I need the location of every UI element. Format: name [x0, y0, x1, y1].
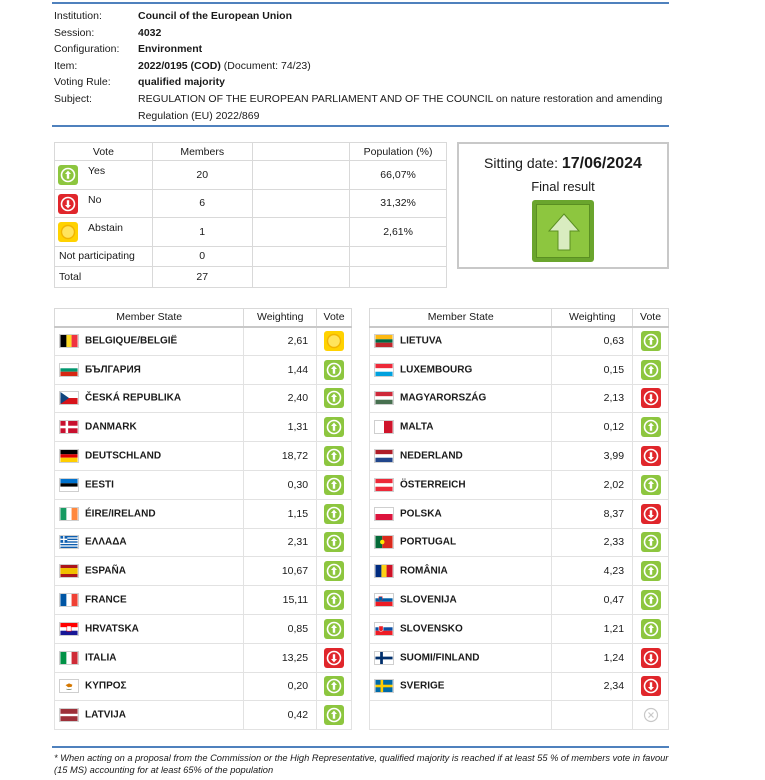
member-state-weighting: 18,72 — [244, 442, 317, 471]
member-state-vote — [633, 643, 669, 672]
member-state-row — [55, 643, 352, 672]
member-state-vote — [633, 413, 669, 442]
member-state-name: ČESKÁ REPUBLIKA — [85, 393, 182, 405]
member-state-vote — [317, 413, 352, 442]
member-state-row — [370, 643, 669, 672]
member-state-vote — [317, 586, 352, 615]
summary-row — [55, 267, 447, 288]
member-state-weighting: 2,61 — [244, 327, 317, 356]
yes-icon — [324, 475, 344, 495]
member-state-weighting: 4,23 — [552, 557, 633, 586]
estonia-flag-icon — [59, 480, 85, 491]
vote-summary-table — [54, 142, 447, 288]
footnote: * When acting on a proposal from the Commission or the High Representative, qualified majority is reached if at least 55 % of members vote in favour (15 MS) accounting for at least 65% of the population — [54, 753, 669, 775]
yes-icon — [641, 590, 661, 610]
member-state-vote — [317, 557, 352, 586]
footnote-rule — [52, 746, 669, 748]
member-state-weighting: 2,02 — [552, 470, 633, 499]
member-state-name: HRVATSKA — [85, 623, 139, 635]
summary-population-value: 2,61% — [350, 218, 447, 247]
member-state-weighting: 15,11 — [244, 586, 317, 615]
member-state-name: BELGIQUE/BELGIË — [85, 335, 178, 347]
member-state-vote — [633, 614, 669, 643]
yes-icon — [641, 417, 661, 437]
member-state-row — [55, 413, 352, 442]
sweden-flag-icon — [374, 681, 400, 692]
member-state-cell — [370, 586, 552, 615]
member-state-weighting: 2,40 — [244, 384, 317, 413]
germany-flag-icon — [59, 451, 85, 462]
yes-icon — [641, 532, 661, 552]
member-state-vote — [317, 614, 352, 643]
member-state-cell — [55, 701, 244, 730]
member-state-row — [55, 470, 352, 499]
member-state-row — [370, 470, 669, 499]
malta-flag-icon — [374, 422, 400, 433]
netherlands-flag-icon — [374, 451, 400, 462]
member-state-cell — [55, 643, 244, 672]
member-state-cell — [370, 355, 552, 384]
yes-icon — [324, 676, 344, 696]
spain-flag-icon — [59, 566, 85, 577]
member-state-cell — [370, 672, 552, 701]
yes-icon — [641, 331, 661, 351]
member-state-weighting: 2,34 — [552, 672, 633, 701]
item-key: Item: — [54, 59, 78, 72]
member-state-name: SLOVENSKO — [400, 623, 463, 635]
member-state-cell — [55, 470, 244, 499]
member-state-cell — [370, 643, 552, 672]
hungary-flag-icon — [374, 393, 400, 404]
austria-flag-icon — [374, 480, 400, 491]
member-state-name: SUOMI/FINLAND — [400, 652, 480, 664]
member-state-weighting: 10,67 — [244, 557, 317, 586]
lithuania-flag-icon — [374, 336, 400, 347]
member-state-vote — [633, 442, 669, 471]
top-rule — [52, 2, 669, 4]
member-state-name: POLSKA — [400, 508, 442, 520]
member-state-weighting: 1,44 — [244, 355, 317, 384]
italy-flag-icon — [59, 652, 85, 663]
member-state-name: БЪЛГАРИЯ — [85, 364, 141, 376]
summary-members-value: 6 — [152, 189, 252, 218]
member-state-row — [370, 442, 669, 471]
no-icon — [641, 504, 661, 524]
item-code: 2022/0195 (COD) — [138, 59, 221, 72]
member-state-vote — [317, 528, 352, 557]
right-header-state: Member State — [370, 309, 552, 327]
member-state-weighting: 3,99 — [552, 442, 633, 471]
member-state-vote — [633, 355, 669, 384]
member-state-weighting: 0,42 — [244, 701, 317, 730]
session-value: 4032 — [138, 26, 162, 39]
member-state-cell — [370, 557, 552, 586]
slovenia-flag-icon — [374, 595, 400, 606]
romania-flag-icon — [374, 566, 400, 577]
configuration-key: Configuration: — [54, 43, 120, 56]
member-state-name: DANMARK — [85, 421, 137, 433]
member-state-weighting: 0,12 — [552, 413, 633, 442]
member-state-cell — [55, 528, 244, 557]
summary-members-value: 27 — [152, 267, 252, 288]
left-header-weighting: Weighting — [244, 309, 317, 327]
member-state-cell — [55, 672, 244, 701]
member-state-cell — [55, 413, 244, 442]
member-state-cell — [370, 442, 552, 471]
belgium-flag-icon — [59, 336, 85, 347]
member-state-vote — [317, 470, 352, 499]
member-state-row — [55, 355, 352, 384]
summary-header-vote: Vote — [55, 143, 153, 161]
denmark-flag-icon — [59, 422, 85, 433]
member-state-cell — [370, 499, 552, 528]
abstain-icon — [58, 222, 78, 242]
member-state-name: ÉIRE/IRELAND — [85, 508, 156, 520]
configuration-value: Environment — [138, 43, 203, 56]
member-state-vote — [633, 499, 669, 528]
yes-icon — [324, 619, 344, 639]
member-state-name: PORTUGAL — [400, 537, 457, 549]
big-yes-arrow-icon — [532, 200, 594, 262]
member-state-weighting: 2,13 — [552, 384, 633, 413]
right-header-weighting: Weighting — [552, 309, 633, 327]
member-state-cell — [370, 384, 552, 413]
summary-members-value: 1 — [152, 218, 252, 247]
member-state-cell — [55, 586, 244, 615]
member-state-weighting — [552, 701, 633, 730]
member-state-cell — [55, 327, 244, 356]
member-state-vote — [317, 499, 352, 528]
member-state-cell — [55, 355, 244, 384]
member-state-name: LUXEMBOURG — [400, 364, 473, 376]
member-state-name: NEDERLAND — [400, 450, 463, 462]
no-icon — [641, 648, 661, 668]
member-state-cell — [370, 413, 552, 442]
summary-population-value — [350, 246, 447, 267]
member-state-name: ESPAÑA — [85, 565, 126, 577]
member-state-weighting: 1,31 — [244, 413, 317, 442]
summary-blank-cell — [252, 218, 350, 247]
sitting-date-value: 17/06/2024 — [561, 155, 642, 172]
member-state-row — [55, 442, 352, 471]
member-state-row — [370, 384, 669, 413]
member-state-vote — [317, 442, 352, 471]
member-state-cell — [370, 327, 552, 356]
member-state-weighting: 0,30 — [244, 470, 317, 499]
summary-vote-label: Total — [59, 270, 82, 283]
member-state-name: MALTA — [400, 421, 434, 433]
summary-header-members: Members — [152, 143, 252, 161]
yes-icon — [324, 446, 344, 466]
no-icon — [324, 648, 344, 668]
summary-header-blank — [252, 143, 350, 161]
member-state-cell — [55, 384, 244, 413]
yes-icon — [641, 475, 661, 495]
member-state-cell — [55, 614, 244, 643]
left-header-state: Member State — [55, 309, 244, 327]
member-state-vote — [317, 643, 352, 672]
member-state-row — [55, 384, 352, 413]
member-state-row — [370, 672, 669, 701]
yes-icon — [641, 619, 661, 639]
cyprus-flag-icon — [59, 681, 85, 692]
member-state-vote — [633, 672, 669, 701]
summary-population-value — [350, 267, 447, 288]
czech-flag-icon — [59, 393, 85, 404]
institution-key: Institution: — [54, 10, 102, 22]
member-state-weighting: 8,37 — [552, 499, 633, 528]
member-state-vote — [633, 327, 669, 356]
member-state-weighting: 2,31 — [244, 528, 317, 557]
yes-icon — [324, 532, 344, 552]
yes-icon — [324, 504, 344, 524]
member-state-cell — [55, 557, 244, 586]
member-state-vote — [633, 384, 669, 413]
member-state-row — [55, 701, 352, 730]
subject-key: Subject: — [54, 92, 92, 105]
member-state-name: ΕΛΛΑΔΑ — [85, 537, 127, 549]
croatia-flag-icon — [59, 624, 85, 635]
member-state-cell — [55, 442, 244, 471]
member-state-weighting: 0,15 — [552, 355, 633, 384]
voting-rule-key: Voting Rule: — [54, 76, 111, 89]
member-state-vote — [317, 672, 352, 701]
final-result-label: Final result — [531, 179, 595, 194]
no-icon — [641, 676, 661, 696]
poland-flag-icon — [374, 508, 400, 519]
member-state-row — [55, 499, 352, 528]
yes-icon — [641, 360, 661, 380]
yes-icon — [58, 165, 78, 185]
yes-icon — [324, 561, 344, 581]
summary-blank-cell — [252, 161, 350, 190]
member-state-name: FRANCE — [85, 594, 127, 606]
member-state-row — [55, 528, 352, 557]
member-states-table-left — [54, 308, 352, 730]
institution-value: Council of the European Union — [138, 10, 292, 22]
member-state-cell — [370, 470, 552, 499]
member-state-row — [370, 413, 669, 442]
member-state-name: ITALIA — [85, 652, 117, 664]
yes-icon — [324, 417, 344, 437]
member-state-name: DEUTSCHLAND — [85, 450, 162, 462]
yes-icon — [324, 360, 344, 380]
member-state-name: LIETUVA — [400, 335, 443, 347]
member-state-vote — [317, 701, 352, 730]
member-state-row — [55, 557, 352, 586]
member-state-vote — [633, 528, 669, 557]
right-header-vote: Vote — [633, 309, 669, 327]
yes-icon — [641, 561, 661, 581]
session-key: Session: — [54, 26, 95, 39]
member-state-row — [370, 557, 669, 586]
summary-members-value: 20 — [152, 161, 252, 190]
greece-flag-icon — [59, 537, 85, 548]
member-state-weighting: 0,47 — [552, 586, 633, 615]
bulgaria-flag-icon — [59, 364, 85, 375]
member-state-name: EESTI — [85, 479, 114, 491]
finland-flag-icon — [374, 652, 400, 663]
meeting-metadata — [54, 8, 666, 124]
sitting-date-label: Sitting date: — [484, 155, 562, 171]
summary-blank-cell — [252, 267, 350, 288]
summary-members-value: 0 — [152, 246, 252, 267]
yes-icon — [324, 388, 344, 408]
member-state-row — [55, 327, 352, 356]
not-participating-icon — [641, 705, 661, 725]
member-state-weighting: 2,33 — [552, 528, 633, 557]
member-state-name: ÖSTERREICH — [400, 479, 466, 491]
member-state-vote — [633, 586, 669, 615]
member-states-table-right — [369, 308, 669, 730]
summary-blank-cell — [252, 189, 350, 218]
no-icon — [58, 194, 78, 214]
ireland-flag-icon — [59, 508, 85, 519]
summary-row — [55, 161, 447, 190]
france-flag-icon — [59, 595, 85, 606]
member-state-vote — [633, 557, 669, 586]
summary-row — [55, 246, 447, 267]
summary-header-population: Population (%) — [350, 143, 447, 161]
yes-icon — [324, 590, 344, 610]
member-state-weighting: 0,85 — [244, 614, 317, 643]
member-state-weighting: 0,63 — [552, 327, 633, 356]
member-state-cell — [370, 528, 552, 557]
member-state-cell — [370, 701, 552, 730]
member-state-weighting: 13,25 — [244, 643, 317, 672]
member-state-cell — [55, 499, 244, 528]
member-state-name: SLOVENIJA — [400, 594, 457, 606]
summary-vote-label: Abstain — [88, 222, 124, 234]
member-state-row — [55, 614, 352, 643]
no-icon — [641, 446, 661, 466]
voting-rule-value: qualified majority — [138, 76, 225, 89]
member-state-vote — [317, 355, 352, 384]
summary-population-value: 31,32% — [350, 189, 447, 218]
no-icon — [641, 388, 661, 408]
slovakia-flag-icon — [374, 624, 400, 635]
sitting-result-box — [457, 142, 669, 269]
summary-vote-label: Yes — [88, 165, 106, 177]
member-state-weighting: 1,24 — [552, 643, 633, 672]
member-state-row — [370, 327, 669, 356]
member-state-vote — [633, 470, 669, 499]
member-state-row — [370, 355, 669, 384]
member-state-row — [370, 614, 669, 643]
left-header-vote: Vote — [317, 309, 352, 327]
member-state-weighting: 1,21 — [552, 614, 633, 643]
member-state-row — [55, 586, 352, 615]
member-state-vote — [317, 384, 352, 413]
member-state-name: ΚΥΠΡΟΣ — [85, 681, 127, 693]
member-state-row — [370, 701, 669, 730]
subject-value: REGULATION OF THE EUROPEAN PARLIAMENT AND OF THE COUNCIL on nature restoration and amending Regulation (EU) 2022/869 — [138, 92, 663, 122]
member-state-vote — [633, 701, 669, 730]
member-state-row — [370, 586, 669, 615]
summary-row — [55, 218, 447, 247]
summary-row — [55, 189, 447, 218]
member-state-cell — [370, 614, 552, 643]
item-document: (Document: 74/23) — [220, 59, 311, 72]
luxembourg-flag-icon — [374, 364, 400, 375]
summary-vote-label: No — [88, 193, 102, 206]
latvia-flag-icon — [59, 710, 85, 721]
yes-icon — [324, 705, 344, 725]
member-state-name: LATVIJA — [85, 709, 126, 721]
summary-blank-cell — [252, 246, 350, 267]
member-state-name: ROMÂNIA — [400, 565, 448, 577]
summary-population-value: 66,07% — [350, 161, 447, 190]
member-state-row — [370, 499, 669, 528]
member-state-name: MAGYARORSZÁG — [400, 393, 487, 405]
member-state-name: SVERIGE — [400, 681, 445, 693]
member-state-row — [370, 528, 669, 557]
member-state-vote — [317, 327, 352, 356]
metadata-rule — [52, 125, 669, 127]
portugal-flag-icon — [374, 537, 400, 548]
member-state-weighting: 1,15 — [244, 499, 317, 528]
abstain-icon — [324, 331, 344, 351]
member-state-weighting: 0,20 — [244, 672, 317, 701]
summary-vote-label: Not participating — [59, 250, 135, 263]
member-state-row — [55, 672, 352, 701]
